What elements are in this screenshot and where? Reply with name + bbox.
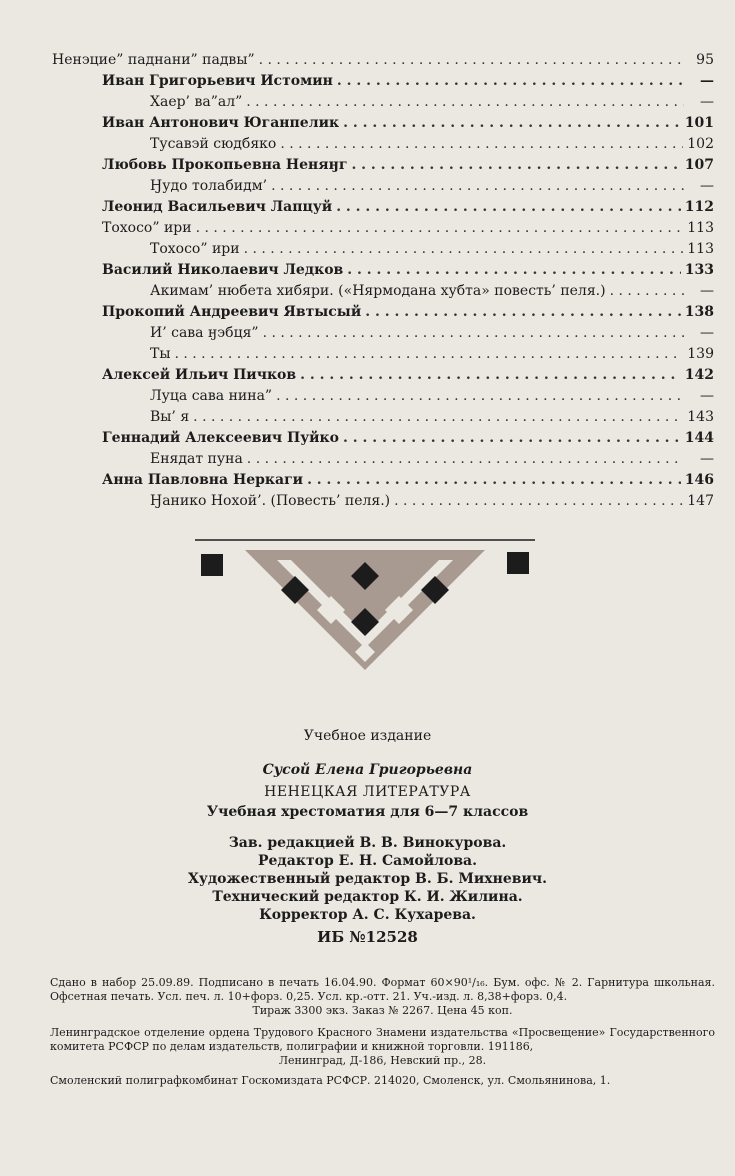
toc-entry <box>52 323 714 344</box>
toc-dot-leader <box>244 239 684 260</box>
toc-entry <box>52 71 714 92</box>
toc-entry-title: Василий Николаевич Ледков <box>102 262 344 278</box>
toc-entry-page: — <box>700 283 714 299</box>
toc-entry <box>52 239 714 260</box>
imprint-block <box>0 728 735 946</box>
toc-entry-title: Тохосо” ири <box>102 220 192 236</box>
publisher-line: Ленинград, Д-186, Невский пр., 28. <box>278 1054 487 1067</box>
toc-entry-page: 112 <box>684 199 714 215</box>
toc-entry <box>52 218 714 239</box>
toc-dot-leader <box>246 92 684 113</box>
toc-dot-leader <box>343 428 681 449</box>
toc-entry-page: 139 <box>687 346 714 362</box>
printing-line: Сдано в набор 25.09.89. Подписано в печать 16.04.90. Формат 60×90¹/₁₆. Бум. офс. № 2. Гарнитура школьная. Офсетная печать. Усл. печ. л. 10+форз. 0,25. Усл. кр.-отт. 21. Уч.-изд. л. 8,38+форз. 0,4. <box>50 976 715 1003</box>
credit-line: Корректор А. С. Кухарева. <box>259 907 476 923</box>
toc-entry <box>52 260 714 281</box>
toc-entry <box>52 365 714 386</box>
credit-line: Технический редактор К. И. Жилина. <box>212 889 523 905</box>
toc-dot-leader <box>307 470 681 491</box>
toc-entry-page: 133 <box>684 262 714 278</box>
book-subtitle: Учебная хрестоматия для 6—7 классов <box>206 804 529 820</box>
toc-entry-title: Акимам’ нюбета хибяри. («Нярмодана хубта» повесть’ пеля.) <box>150 283 606 299</box>
toc-entry-page: — <box>700 178 714 194</box>
toc-entry <box>52 470 714 491</box>
toc-dot-leader <box>394 491 683 512</box>
toc-entry-title: Хаер’ ва”ал” <box>150 94 243 110</box>
toc-entry-page: — <box>700 325 714 341</box>
toc-entry <box>52 428 714 449</box>
toc-entry <box>52 92 714 113</box>
toc-entry-page: 144 <box>684 430 714 446</box>
toc-entry <box>52 50 714 71</box>
toc-entry-title: Ты <box>150 346 171 362</box>
toc-entry-page: 138 <box>684 304 714 320</box>
toc-entry-title: Тохосо” ири <box>150 241 240 257</box>
author-name: Сусой Елена Григорьевна <box>262 762 473 778</box>
credit-line: Зав. редакцией В. В. Винокурова. <box>228 835 507 851</box>
ornament-icon <box>195 538 535 678</box>
toc-dot-leader <box>271 176 684 197</box>
toc-entry <box>52 134 714 155</box>
toc-dot-leader <box>280 134 683 155</box>
toc-dot-leader <box>259 50 684 71</box>
toc-entry <box>52 302 714 323</box>
toc-entry-page: 102 <box>687 136 714 152</box>
toc-entry <box>52 176 714 197</box>
toc-entry-page: — <box>700 451 714 467</box>
toc-dot-leader <box>174 344 683 365</box>
toc-dot-leader <box>347 260 681 281</box>
toc-dot-leader <box>300 365 681 386</box>
book-title: НЕНЕЦКАЯ ЛИТЕРАТУРА <box>264 784 471 800</box>
toc-entry-title: Анна Павловна Неркаги <box>102 472 304 488</box>
toc-dot-leader <box>276 386 684 407</box>
toc-entry-page: 147 <box>687 493 714 509</box>
toc-entry-title: И’ сава ӈэбця” <box>150 325 259 341</box>
toc-entry <box>52 155 714 176</box>
toc-entry-page: — <box>700 73 714 89</box>
toc-entry-title: Леонид Васильевич Лапцуй <box>102 199 333 215</box>
edition-type: Учебное издание <box>303 728 432 744</box>
toc-entry-title: Прокопий Андреевич Явтысый <box>102 304 362 320</box>
toc-entry-title: Ӈудо толабидм’ <box>150 178 268 194</box>
table-of-contents <box>52 50 714 512</box>
toc-entry-title: Ненэцие” паднани” падвы” <box>52 52 255 68</box>
toc-entry <box>52 491 714 512</box>
toc-dot-leader <box>351 155 680 176</box>
toc-entry-page: 143 <box>687 409 714 425</box>
toc-entry-title: Тусавэй сюдбяко <box>150 136 277 152</box>
publisher-details <box>50 1026 715 1068</box>
printing-details <box>50 976 715 1018</box>
toc-entry-title: Луца сава нина” <box>150 388 273 404</box>
toc-entry-title: Иван Григорьевич Истомин <box>102 73 333 89</box>
credit-line: Художественный редактор В. Б. Михневич. <box>188 871 547 887</box>
toc-dot-leader <box>610 281 684 302</box>
toc-entry-title: Иван Антонович Юганпелик <box>102 115 340 131</box>
toc-entry-page: 107 <box>684 157 714 173</box>
toc-entry <box>52 407 714 428</box>
toc-dot-leader <box>263 323 684 344</box>
toc-entry <box>52 344 714 365</box>
toc-entry-title: Геннадий Алексеевич Пуйко <box>102 430 339 446</box>
toc-entry <box>52 449 714 470</box>
toc-entry-page: 113 <box>687 241 714 257</box>
toc-dot-leader <box>337 71 684 92</box>
toc-entry <box>52 197 714 218</box>
credit-line: Редактор Е. Н. Самойлова. <box>258 853 477 869</box>
toc-entry-title: Вы’ я <box>150 409 190 425</box>
toc-dot-leader <box>365 302 681 323</box>
toc-dot-leader <box>193 407 683 428</box>
toc-dot-leader <box>336 197 681 218</box>
toc-entry <box>52 113 714 134</box>
toc-dot-leader <box>247 449 684 470</box>
toc-entry <box>52 281 714 302</box>
toc-entry-title: Енядат пуна <box>150 451 243 467</box>
toc-entry-title: Любовь Прокопьевна Неняӈг <box>102 157 348 173</box>
toc-entry-page: 101 <box>684 115 714 131</box>
toc-entry-page: — <box>700 94 714 110</box>
toc-entry-page: 113 <box>687 220 714 236</box>
toc-dot-leader <box>343 113 681 134</box>
toc-entry-title: Алексей Ильич Пичков <box>102 367 297 383</box>
printer-line: Смоленский полиграфкомбинат Госкомиздата РСФСР. 214020, Смоленск, ул. Смольянинова, 1. <box>50 1074 611 1087</box>
toc-entry-page: — <box>700 388 714 404</box>
toc-dot-leader <box>196 218 684 239</box>
toc-entry-page: 146 <box>684 472 714 488</box>
toc-entry-title: Ӈанико Нохой’. (Повесть’ пеля.) <box>150 493 391 509</box>
printer-details <box>50 1074 715 1088</box>
printing-line: Тираж 3300 экз. Заказ № 2267. Цена 45 коп. <box>252 1004 513 1017</box>
toc-entry <box>52 386 714 407</box>
ib-number: ИБ №12528 <box>317 928 418 946</box>
toc-entry-page: 142 <box>684 367 714 383</box>
toc-entry-page: 95 <box>696 52 714 68</box>
publisher-line: Ленинградское отделение ордена Трудового Красного Знамени издательства «Просвещение» Государственного комитета РСФСР по делам издательств, полиграфии и книжной торговли. 191186, <box>50 1026 715 1053</box>
